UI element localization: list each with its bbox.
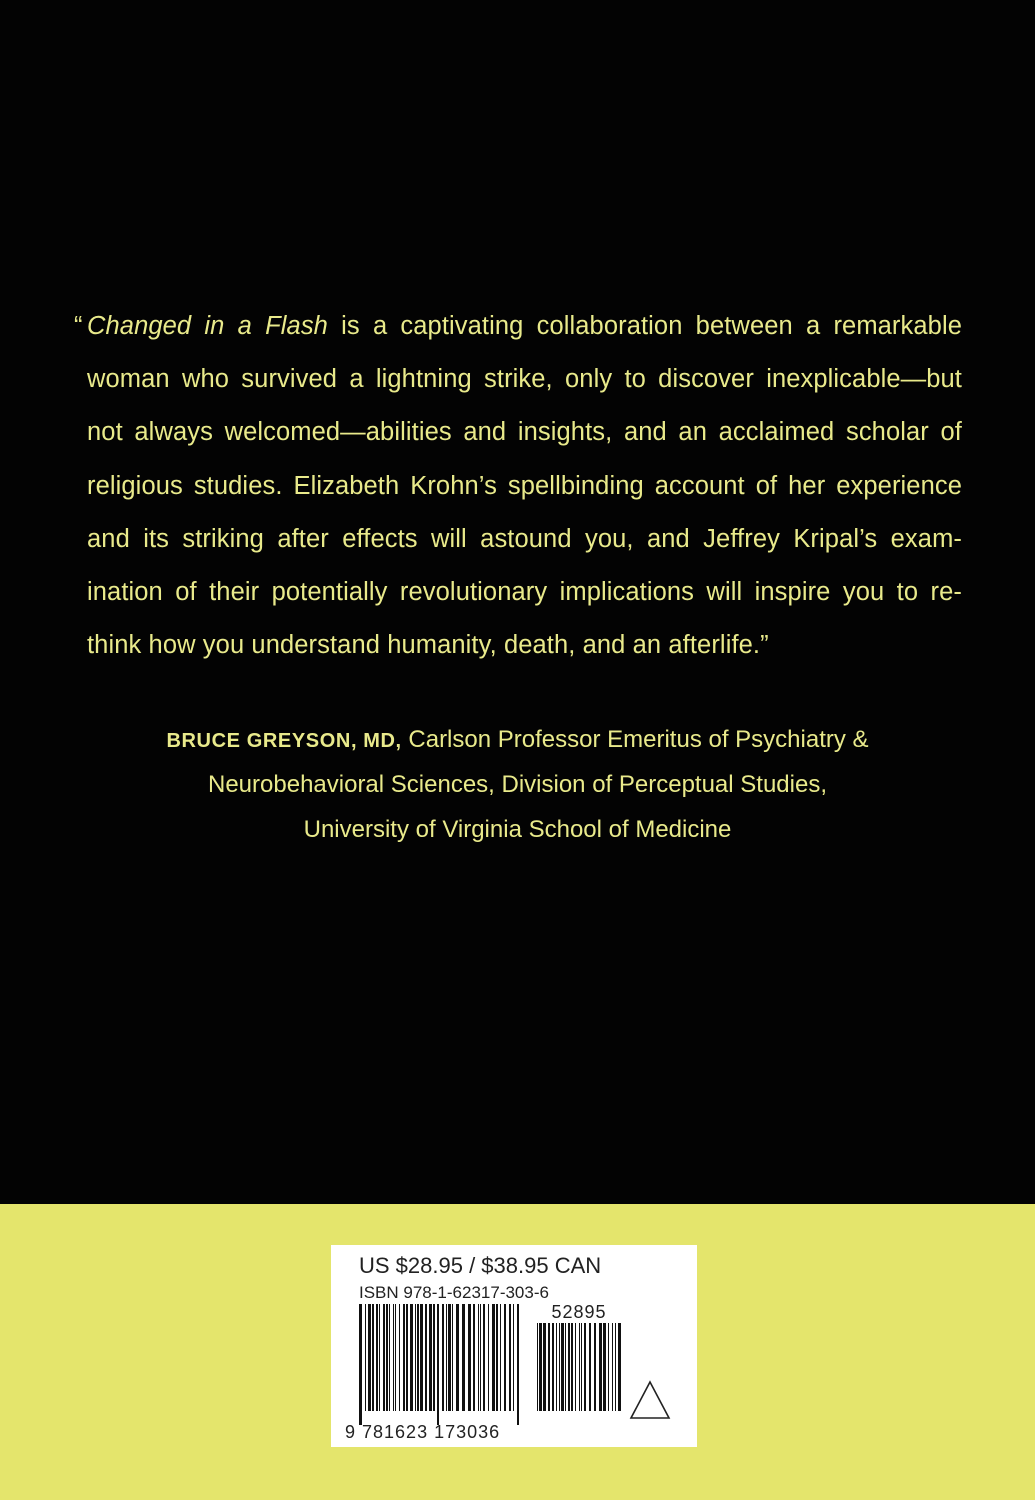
addon-barcode [537, 1323, 621, 1425]
book-title-italic: Changed in a Flash [87, 312, 328, 340]
barcode-bar [599, 1323, 602, 1411]
barcode-bar [410, 1304, 413, 1411]
ean-number-text: 9 781623 173036 [345, 1422, 501, 1442]
barcode-bar [395, 1304, 396, 1411]
barcode-bar [478, 1304, 479, 1411]
barcode-bar [539, 1323, 542, 1411]
barcode-bar [446, 1304, 447, 1411]
endorsement-quote [74, 300, 962, 672]
isbn-text: ISBN 978-1-62317-303-6 [359, 1283, 549, 1302]
barcode-bar [393, 1304, 394, 1411]
barcode-bar [492, 1304, 495, 1411]
endorsement-attribution [100, 718, 935, 852]
barcode-bar [589, 1323, 591, 1411]
barcode-bar [480, 1304, 481, 1411]
barcode-bar [420, 1304, 423, 1411]
barcode-bar [383, 1304, 385, 1411]
price-text: US $28.95 / $38.95 CAN [359, 1253, 602, 1278]
barcode-bar [556, 1323, 557, 1411]
barcode-bar [603, 1323, 606, 1411]
barcode-bar [386, 1304, 388, 1411]
barcode-bar [403, 1304, 405, 1411]
barcode-bar [579, 1323, 580, 1411]
barcode-bar [368, 1304, 371, 1411]
barcode-bar [365, 1304, 366, 1411]
barcode-bar [513, 1304, 514, 1411]
barcode-bar [452, 1304, 453, 1411]
open-quote-mark: “ [74, 312, 83, 340]
addon-number-text: 52895 [551, 1302, 607, 1322]
barcode-label [331, 1245, 697, 1447]
barcode-bar [581, 1323, 582, 1411]
barcode-bar [376, 1304, 378, 1411]
barcode-bar [575, 1323, 576, 1411]
barcode-bar [571, 1323, 573, 1411]
barcode-bar [584, 1323, 586, 1411]
ean-barcode [359, 1304, 519, 1425]
barcode-bar [568, 1323, 570, 1411]
triangle-icon [629, 1379, 671, 1421]
barcode-bar [389, 1304, 390, 1411]
barcode-bar [372, 1304, 374, 1411]
barcode-bar [615, 1323, 616, 1411]
barcode-bar [565, 1323, 566, 1411]
barcode-bar [406, 1304, 408, 1411]
barcode-bar [517, 1304, 519, 1425]
barcode-bar [509, 1304, 511, 1411]
barcode-bar [399, 1304, 400, 1411]
barcode-bar [473, 1304, 475, 1411]
barcode-bar [425, 1304, 427, 1411]
quote-line: not always welcomed—abilities and insights, and an acclaimed scholar of [87, 418, 962, 447]
quote-line: ination of their potentially revolutionary implications will inspire you to re- [87, 577, 962, 606]
quote-line: religious studies. Elizabeth Krohn’s spellbinding account of her experience [87, 471, 962, 500]
barcode-bar [429, 1304, 432, 1411]
barcode-bar [488, 1304, 489, 1411]
barcode-bar [417, 1304, 419, 1411]
barcode-bar [379, 1304, 380, 1411]
barcode-bar [433, 1304, 435, 1411]
endorser-name: BRUCE GREYSON, MD, [166, 730, 402, 752]
quote-line: think how you understand humanity, death, and an afterlife.” [87, 631, 769, 660]
barcode-bar [500, 1304, 501, 1411]
attribution-line: BRUCE GREYSON, MD, Carlson Professor Emeritus of Psychiatry & [166, 726, 869, 753]
quote-line: woman who survived a lightning strike, only to discover inexplicable—but [87, 365, 962, 394]
barcode-bar [468, 1304, 471, 1411]
barcode-bar [618, 1323, 621, 1411]
barcode-bar [594, 1323, 596, 1411]
attribution-line: Neurobehavioral Sciences, Division of Perceptual Studies, [208, 771, 827, 799]
barcode-bar [537, 1323, 538, 1411]
barcode-bar [359, 1304, 362, 1425]
barcode-bar [548, 1323, 550, 1411]
barcode-bar [552, 1323, 554, 1411]
attribution-line: University of Virginia School of Medicine [303, 815, 732, 843]
barcode-bar [496, 1304, 498, 1411]
barcode-bar [561, 1323, 564, 1411]
barcode-bar [456, 1304, 459, 1411]
barcode-bar [437, 1304, 439, 1425]
barcode-bar [415, 1304, 416, 1411]
quote-line: “ Changed in a Flash is a captivating collaboration between a remarkable [87, 300, 962, 353]
quote-line: and its striking after effects will astound you, and Jeffrey Kripal’s exam- [87, 524, 962, 553]
barcode-bar [483, 1304, 485, 1411]
barcode-bar [543, 1323, 546, 1411]
barcode-bar [608, 1323, 609, 1411]
barcode-bar [559, 1323, 560, 1411]
barcode-bar [462, 1304, 465, 1411]
barcode-bar [504, 1304, 506, 1411]
barcode-bar [448, 1304, 451, 1411]
barcode-bar [442, 1304, 444, 1411]
barcode-bar [612, 1323, 613, 1411]
